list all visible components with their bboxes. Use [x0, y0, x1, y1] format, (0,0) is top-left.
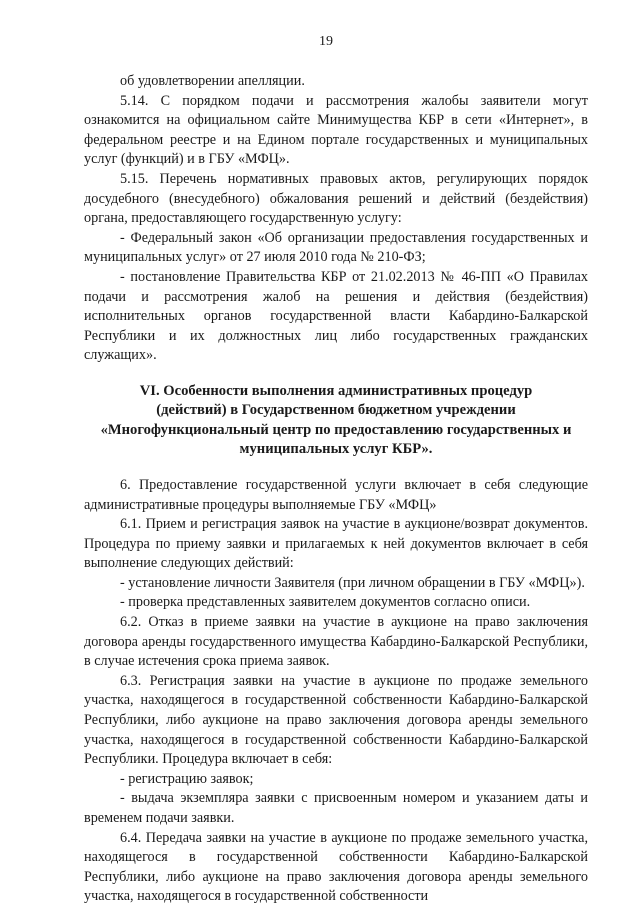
heading-line: муниципальных услуг КБР». — [239, 441, 433, 458]
section-6-body — [84, 476, 588, 907]
section-5-continued — [84, 72, 588, 366]
heading-line: «Многофункциональный центр по предоставлению государственных и — [100, 421, 572, 438]
paragraph-6: 6. Предоставление государственной услуги включает в себя следующие административные процедуры выполняемые ГБУ «МФЦ» — [84, 476, 588, 513]
list-item-federal-law: - Федеральный закон «Об организации предоставления государственных и муниципальных услуг» от 27 июля 2010 года № 210-ФЗ; — [84, 229, 588, 266]
section-6-heading — [84, 382, 588, 460]
page-number: 19 — [319, 34, 333, 49]
list-item-resolution: - постановление Правительства КБР от 21.02.2013 № 46-ПП «О Правилах подачи и рассмотрения жалоб на решения и действия (бездействия) исполнительных органов государственной власти Кабардино-Балкарской Республики и их должностных лиц либо государственных гражданских служащих». — [84, 268, 588, 364]
heading-line: VI. Особенности выполнения административных процедур — [139, 382, 533, 399]
list-item: - установление личности Заявителя (при личном обращении в ГБУ «МФЦ»). — [120, 574, 585, 591]
list-item: - регистрацию заявок; — [120, 770, 254, 787]
paragraph-5-14: 5.14. С порядком подачи и рассмотрения жалобы заявители могут ознакомится на официальном сайте Минимущества КБР в сети «Интернет», в федеральном реестре и на Едином портале государственных и муниципальных услуг (функций) и в ГБУ «МФЦ». — [84, 92, 588, 168]
heading-line: (действий) в Государственном бюджетном учреждении — [156, 402, 516, 419]
paragraph-6-1: 6.1. Прием и регистрация заявок на участие в аукционе/возврат документов. Процедура по приему заявки и прилагаемых к ней документов включает в себя выполнение следующих действий: — [84, 516, 588, 572]
list-item: - выдача экземпляра заявки с присвоенным номером и указанием даты и временем подачи заявки. — [84, 790, 588, 826]
paragraph-6-2: 6.2. Отказ в приеме заявки на участие в аукционе на право заключения договора аренды государственного имущества Кабардино-Балкарской Республики, в случае истечения срока приема заявок. — [84, 614, 588, 670]
list-item: - проверка представленных заявителем документов согласно описи. — [120, 594, 531, 611]
paragraph-6-4: 6.4. Передача заявки на участие в аукционе по продаже земельного участка, находящегося в государственной собственности Кабардино-Балкарской Республики, либо аукционе на право заключения договора аренды земельного участка, находящегося в государственной собственности — [84, 829, 588, 905]
paragraph-6-3: 6.3. Регистрация заявки на участие в аукционе по продаже земельного участка, находящегося в государственной собственности Кабардино-Балкарской Республики, либо аукционе на право заключения договора аренды земельного участка, находящегося в государственной собственности Кабардино-Балкарской Республики. Процедура включает в себя: — [84, 672, 588, 768]
paragraph-5-15: 5.15. Перечень нормативных правовых актов, регулирующих порядок досудебного (внесудебного) обжалования решений и действий (бездействия) органа, предоставляющего государственную услугу: — [84, 170, 588, 227]
paragraph: об удовлетворении апелляции. — [120, 73, 305, 89]
